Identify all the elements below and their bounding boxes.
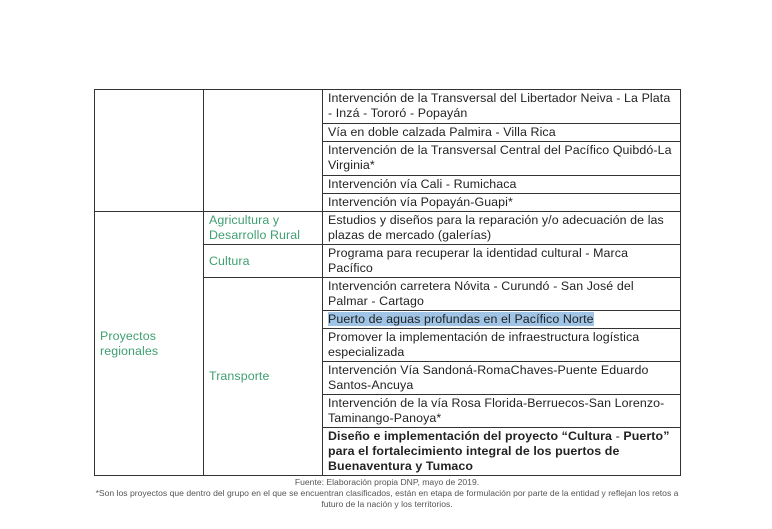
project-cell: Programa para recuperar la identidad cultural - Marca Pacífico — [323, 245, 681, 278]
empty-sector-cell — [204, 90, 323, 212]
empty-group-cell — [95, 90, 204, 212]
table-footer — [94, 477, 680, 510]
footer-source: Fuente: Elaboración propia DNP, mayo de 2019. — [294, 477, 480, 487]
bold-text-part1: Diseño e implementación del proyecto “Cultura — [328, 429, 616, 443]
project-cell: Intervención vía Popayán-Guapi* — [323, 194, 681, 212]
bold-text-dash: - — [615, 429, 624, 443]
project-cell: Intervención vía Cali - Rumichaca — [323, 176, 681, 194]
footer-note: *Son los proyectos que dentro del grupo en el que se encuentran clasificados, están en etapa de formulación por parte de la entidad y reflejan los retos a futuro de la nación y los territorios. — [95, 488, 679, 509]
table-row — [95, 90, 681, 124]
project-cell: Promover la implementación de infraestructura logística especializada — [323, 329, 681, 362]
project-cell: Intervención carretera Nóvita - Curundó - San José del Palmar - Cartago — [323, 278, 681, 311]
sector-agricultura: Agricultura y Desarrollo Rural — [204, 212, 323, 245]
project-cell: Intervención de la Transversal del Libertador Neiva - La Plata - Inzá - Tororó - Popayán — [323, 90, 681, 124]
project-cell: Intervención de la vía Rosa Florida-Berruecos-San Lorenzo-Taminango-Panoya* — [323, 395, 681, 428]
bold-text-part2: Puerto” para el fortalecimiento integral de los puertos de Buenaventura y Tumaco — [328, 429, 670, 473]
sector-cultura: Cultura — [204, 245, 323, 278]
project-cell-bold — [323, 428, 681, 476]
sector-transporte: Transporte — [204, 278, 323, 476]
project-cell: Estudios y diseños para la reparación y/o adecuación de las plazas de mercado (galerías) — [323, 212, 681, 245]
table-row — [95, 212, 681, 245]
project-cell: Intervención Vía Sandoná-RomaChaves-Puente Eduardo Santos-Ancuya — [323, 362, 681, 395]
project-cell: Vía en doble calzada Palmira - Villa Rica — [323, 124, 681, 142]
project-cell: Intervención de la Transversal Central del Pacífico Quibdó-La Virginia* — [323, 142, 681, 176]
projects-table — [94, 89, 681, 476]
project-cell — [323, 311, 681, 329]
group-label-cell: Proyectos regionales — [95, 212, 204, 476]
selected-text-highlight[interactable]: Puerto de aguas profundas en el Pacífico Norte — [328, 312, 594, 326]
